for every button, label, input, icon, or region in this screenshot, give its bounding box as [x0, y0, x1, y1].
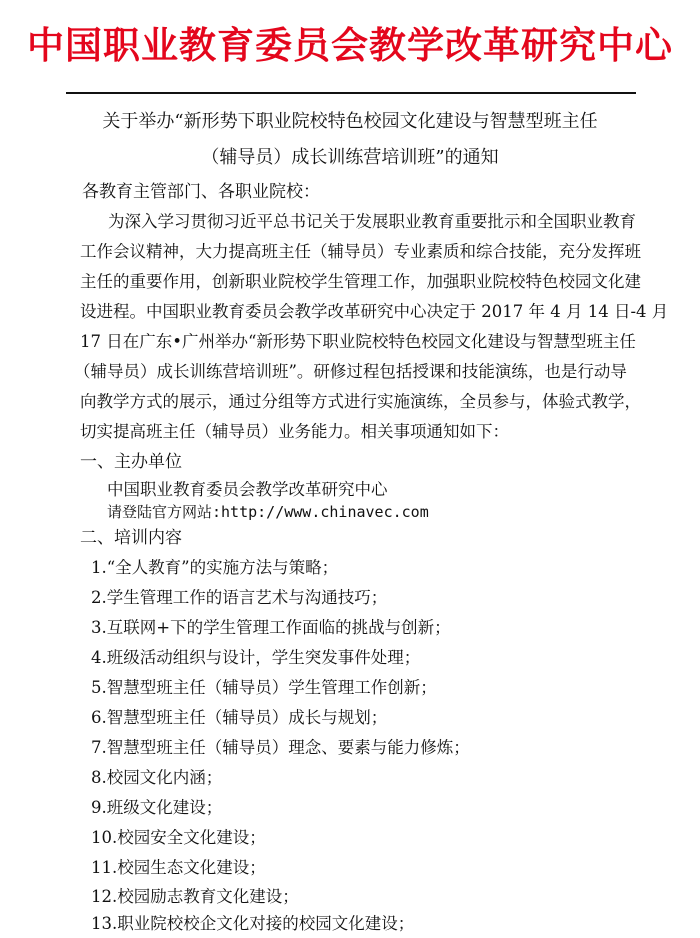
section-heading-organizer: 一、主办单位	[80, 452, 182, 472]
notice-title-line-1: 关于举办“新形势下职业院校特色校园文化建设与智慧型班主任	[102, 111, 598, 132]
training-topic-item: 4.班级活动组织与设计，学生突发事件处理；	[91, 648, 421, 667]
intro-paragraph-line: 为深入学习贯彻习近平总书记关于发展职业教育重要批示和全国职业教育	[108, 212, 636, 231]
training-topic-item: 1.“全人教育”的实施方法与策略；	[91, 558, 339, 577]
training-topic-item: 3.互联网+下的学生管理工作面临的挑战与创新；	[91, 618, 451, 637]
training-topic-item: 11.校园生态文化建设；	[91, 858, 266, 877]
intro-paragraph-line: 切实提高班主任（辅导员）业务能力。相关事项通知如下：	[80, 422, 509, 441]
training-topic-item: 5.智慧型班主任（辅导员）学生管理工作创新；	[91, 678, 437, 697]
training-topic-item: 12.校园励志教育文化建设；	[91, 887, 299, 906]
letterhead-divider	[66, 92, 636, 94]
letterhead-title: 中国职业教育委员会教学改革研究中心	[27, 24, 673, 67]
training-topic-item: 7.智慧型班主任（辅导员）理念、要素与能力修炼；	[91, 738, 470, 757]
section-heading-content: 二、培训内容	[80, 528, 182, 548]
organizer-name: 中国职业教育委员会教学改革研究中心	[107, 480, 388, 499]
training-topic-item: 13.职业院校校企文化对接的校园文化建设；	[91, 914, 415, 933]
intro-paragraph-line: 主任的重要作用，创新职业院校学生管理工作，加强职业院校特色校园文化建	[80, 272, 641, 291]
training-topic-item: 6.智慧型班主任（辅导员）成长与规划；	[91, 708, 388, 727]
training-topic-item: 2.学生管理工作的语言艺术与沟通技巧；	[91, 588, 388, 607]
training-topic-item: 10.校园安全文化建设；	[91, 828, 266, 847]
training-topic-item: 8.校园文化内涵；	[91, 768, 223, 787]
training-topic-item: 9.班级文化建设；	[91, 798, 223, 817]
intro-paragraph-line: 17 日在广东•广州举办“新形势下职业院校特色校园文化建设与智慧型班主任	[80, 332, 636, 351]
intro-paragraph-line: （辅导员）成长训练营培训班”。研修过程包括授课和技能演练，也是行动导	[74, 362, 627, 381]
notice-title-line-2: （辅导员）成长训练营培训班”的通知	[201, 147, 499, 168]
intro-paragraph-line: 工作会议精神，大力提高班主任（辅导员）专业素质和综合技能，充分发挥班	[80, 242, 641, 261]
intro-paragraph-line: 设进程。中国职业教育委员会教学改革研究中心决定于 2017 年 4 月 14 日-4 月	[80, 302, 669, 321]
salutation: 各教育主管部门、各职业院校：	[82, 182, 320, 202]
organizer-website: 请登陆官方网站:http://www.chinavec.com	[107, 503, 429, 521]
intro-paragraph-line: 向教学方式的展示，通过分组等方式进行实施演练，全员参与，体验式教学，	[80, 392, 641, 411]
